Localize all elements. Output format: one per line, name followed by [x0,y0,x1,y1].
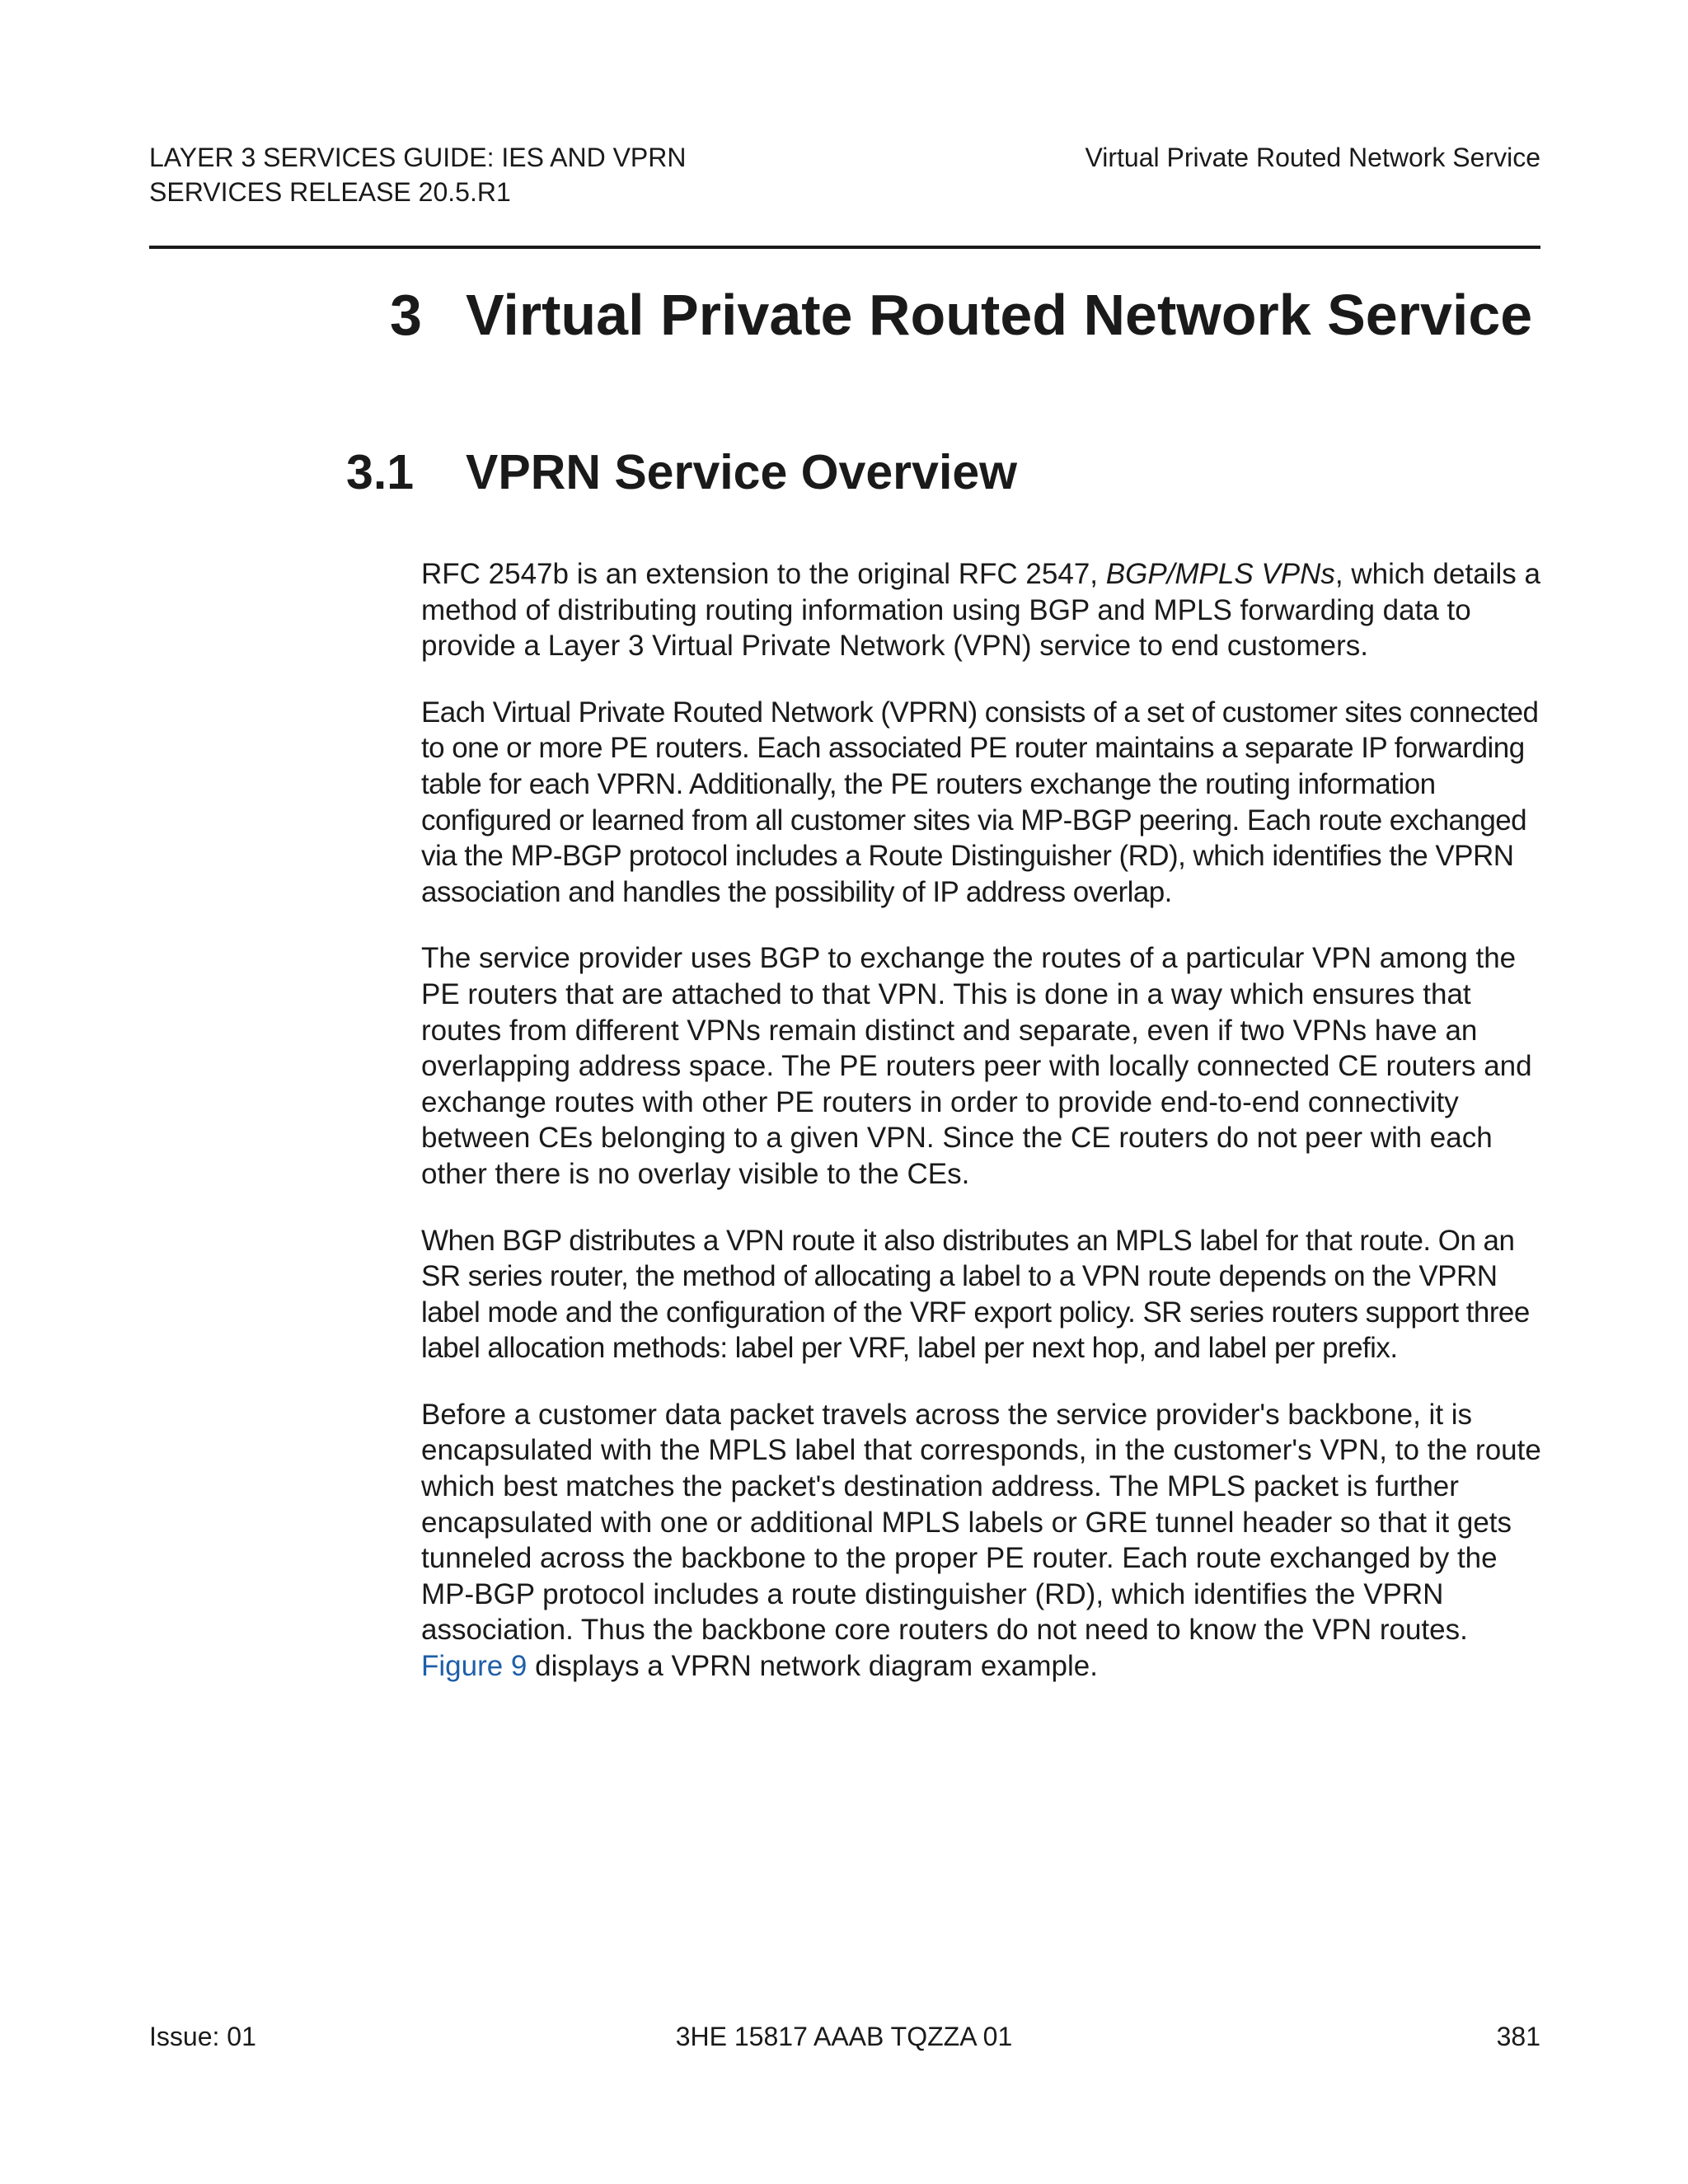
running-header-right: Virtual Private Routed Network Service [1085,143,1540,172]
paragraph-label-allocation: When BGP distributes a VPN route it also distributes an MPLS label for that route. On an SR series router, the method of allocating a label to a VPN route depends on the VPRN label mode and the configuration of the VRF export policy. SR series routers support three label allocation methods: label per VRF, label per next hop, and label per prefix. [421,1224,1530,1365]
footer-document-number: 3HE 15817 AAAB TQZZA 01 [675,2022,1013,2051]
section-title-text: VPRN Service Overview [466,445,1018,499]
section-number: 3.1 [346,445,415,499]
chapter-number: 3 [390,283,422,347]
paragraph-encapsulation: Before a customer data packet travels across the service provider's backbone, it is encapsulated with the MPLS label that corresponds, in the customer's VPN, to the route which best matches the packet's destination address. The MPLS packet is further encapsulated with one or additional MPLS labels or GRE tunnel header so that it gets tunneled across the backbone to the proper PE router. Each route exchanged by the MP-BGP protocol includes a route distinguisher (RD), which identifies the VPRN association. Thus the backbone core routers do not need to know the VPN routes. Figure 9 displays a VPRN network diagram example. [421,1398,1541,1683]
chapter-title-text: Virtual Private Routed Network Service [466,283,1533,347]
paragraph-rfc-overview: RFC 2547b is an extension to the original RFC 2547, BGP/MPLS VPNs, which details a method of distributing routing information using BGP and MPLS forwarding data to provide a Layer 3 Virtual Private Network (VPN) service to end customers. [421,558,1540,663]
footer-issue: Issue: 01 [149,2022,256,2051]
paragraph-bgp-exchange: The service provider uses BGP to exchange the routes of a particular VPN among the PE routers that are attached to that VPN. This is done in a way which ensures that routes from different VPNs remain distinct and separate, even if two VPNs have an overlapping address space. The PE routers peer with locally connected CE routers and exchange routes with other PE routers in order to provide end-to-end connectivity between CEs belonging to a given VPN. Since the CE routers do not peer with each other there is no overlay visible to the CEs. [421,942,1532,1190]
header-guide-title: LAYER 3 SERVICES GUIDE: IES AND VPRN [149,143,687,172]
paragraph-vprn-definition: Each Virtual Private Routed Network (VPRN) consists of a set of customer sites connected to one or more PE routers. Each associated PE router maintains a separate IP forwarding table for each VPRN. Additionally, the PE routers exchange the routing information configured or learned from all customer sites via MP-BGP peering. Each route exchanged via the MP-BGP protocol includes a Route Distinguisher (RD), which identifies the VPRN association and handles the possibility of IP address overlap. [421,696,1539,908]
body-text [421,556,1542,1715]
section-title [346,443,1017,502]
header-divider [149,246,1540,249]
header-release: SERVICES RELEASE 20.5.R1 [149,177,511,207]
figure-9-link[interactable]: Figure 9 [421,1650,528,1683]
running-header-left [149,140,776,209]
chapter-title [390,280,1532,349]
rfc-title-italic: BGP/MPLS VPNs [1105,558,1335,590]
footer-page-number: 381 [1496,2022,1540,2051]
